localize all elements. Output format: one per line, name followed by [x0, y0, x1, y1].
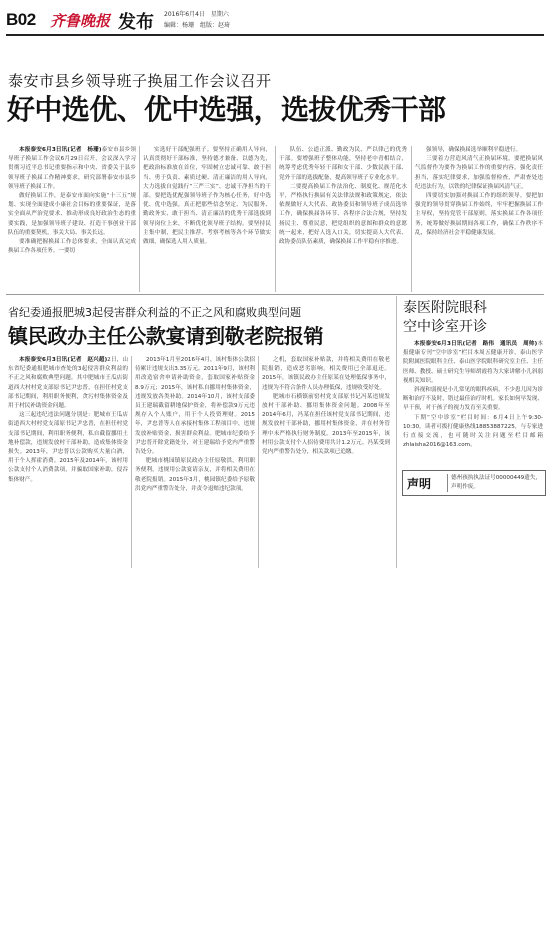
column-divider	[131, 356, 132, 568]
column-divider	[411, 146, 412, 292]
statement-text: 德州孩执执法证号00000449遗失，声明作废。	[451, 475, 542, 490]
paragraph-text: 斜视和弱视是小儿常见的眼科疾病，不少患儿因为诊断和治疗不及时，错过最佳治疗时机。家长如何早发现、早干预，对于孩子的视力发育至关重要。	[403, 387, 543, 412]
story3-headline-line1: 泰医附院眼科	[403, 300, 487, 316]
statement-label: 声明	[407, 477, 432, 491]
column-divider	[396, 296, 397, 568]
paragraph-text: 要准确把握换届工作总体要求，全面认真完成换届工作各项任务。一要切	[8, 239, 136, 255]
paragraph	[415, 155, 543, 192]
paragraph	[415, 192, 543, 238]
paragraph-text: 下期“空中诊室”栏目时间：6月4日上午9:30-10:30，读者可拨打健康热线18853887225，与专家进行直接交流，也可随时关注问题至栏目邮箱zhlaisha2016@163.com。	[403, 414, 543, 449]
story2-column-1	[8, 356, 128, 570]
story2-column-3	[262, 356, 390, 570]
section-title: 发布	[118, 12, 154, 33]
paragraph-text: 三要着力营造风清气正换届环境。要把换届风气监督作为要作为换届工作的重要内容，强化责任担当，落实纪律要求，加强监督检查，严肃查处违纪违法行为，以铁的纪律保证换届风清气正。	[415, 156, 543, 190]
lead-column-3	[279, 146, 407, 294]
story2-kicker: 省纪委通报肥城3起侵害群众利益的不正之风和腐败典型问题	[8, 306, 301, 319]
paragraph-text: 这三起违纪违法问题分别是：肥城市王瓜店街道西大村村党支部原书记尹忠普，在担任村党支部书记期间，利用职务便利，私自截留挪用土地补偿款，违规发放村干部补助，造成集体资金损失。2013年，尹忠普以公款购买大量白酒，用于个人挥霍消费。2015年及2014年，该村用公款支付个人消费款项，并骗取国家补助，侵吞集体财产。	[8, 412, 128, 483]
paragraph	[403, 414, 543, 451]
byline: 本报泰安6月3日讯(记者 杨珊)	[19, 147, 102, 153]
paragraph	[279, 183, 407, 247]
paragraph-text: 肥城市石横镇前窑村党支部原书记冯某违规发放村干部补助、挪用集体资金问题。2008年至2014年6月，冯某在担任该村党支部书记期间，违规发放村干部补助，挪用村集体资金，并在村务管理中未严格执行财务制度。2013年至2015年，该村用公款支付个人招待费用共计1.2万元。冯某受到党内严重警告处分，相关款项已追缴。	[262, 393, 390, 456]
lead-column-2	[143, 146, 271, 294]
byline: 本报泰安6月3日讯(记者 赵兴超)	[19, 357, 108, 363]
page-number: B02	[6, 10, 36, 29]
paragraph	[262, 356, 390, 393]
paragraph-text: 四要切实加强对换届工作的组织领导。要把加强党的领导贯穿换届工作始终，牢牢把握换届工作主导权，坚持党管干部原则，落实换届工作各项任务，统筹做好换届期间各项工作，确保工作秩序不乱，保持经济社会平稳健康发展。	[415, 193, 543, 236]
paragraph	[8, 192, 136, 238]
column-divider	[275, 146, 276, 292]
paragraph	[262, 393, 390, 457]
issue-date: 2016年6月4日 星期六	[164, 11, 229, 18]
paragraph	[143, 146, 271, 247]
lead-headline: 好中选优、优中选强，选拔优秀干部	[7, 93, 446, 126]
paragraph-text: 2日，山东省纪委通报肥城市查处的3起侵害群众利益的不正之风和腐败典型问题。其中肥城市王瓜店街道西大村村党支部原书记尹忠普，在担任村党支部书记期间，利用职务便利，贪污村集体资金及用于村民补助资金问题。	[8, 357, 128, 410]
section-rule	[6, 294, 544, 295]
paragraph	[8, 411, 128, 485]
paragraph-text: 二要提高换届工作法治化、制度化、规范化水平，严格执行换届有关法律法规和政策规定，依法依规做好人大代表、政协委员和领导班子成员选举工作，确保换届各环节、各程序合法合规，坚持发扬民主、尊重民意，把党组织的意图和群众的意愿统一起来，把好人选入口关，切实提高人大代表、政协委员队伍素质，确保换届工作平稳有序推进。	[279, 183, 407, 246]
story3-headline-line2: 空中诊室开诊	[403, 319, 487, 335]
paragraph-text: 做好换届工作，是泰安市面向实施“十三五”规划、实现全面建成小康社会目标的重要保证，是落实全面从严治党要求、推动形成良好政治生态的重要实践，是加强领导班子建设、打造干事创业干部队伍的重要契机，事关大局、事关长远。	[8, 193, 136, 236]
editor-credits: 编辑：杨珊 组版：赵琦	[164, 22, 231, 29]
paragraph-text: 肥城市桃园镇原民政办主任原敬洪，利用职务便利，违规用公款宴请亲友，并将相关费用在敬老院报销。2015年3月，桃园镇纪委给予原敬洪党内严重警告处分，并责令退赔违纪款项。	[135, 458, 255, 492]
paragraph	[403, 386, 543, 414]
statement-divider	[447, 474, 448, 492]
paragraph	[8, 356, 128, 411]
paragraph-text: 2013年1月至2016年4月，该村集体公款招待累计违规支出3.35万元。2011年9月，该村利用改造宿舍申请补助资金，套取国家补贴资金8.9万元；2015年，该村私自挪用村集体资金，违规发放各类补助。2014年10月，该村支部委员王建瑞截留耕地保护资金，将补偿款9万元违规存入个人账户，用于个人投资理财。2015年，尹忠普等人在承接村集体工程项目中，违规发放补贴资金，损害群众利益。肥城市纪委给予尹忠普开除党籍处分，对王建瑞给予党内严重警告处分。	[135, 357, 255, 456]
lead-column-1	[8, 146, 136, 294]
paragraph-text: 实选好干部配强班子。要坚持正确用人导向，认真贯彻好干部标准，坚持德才兼备、以德为先，把政治标准放在首位，牢固树立忠诚可靠、敢于担当、勇于负责、素质过硬、清正廉洁的用人导向，大力选拔自觉践行“三严三实”、忠诚干净担当的干部。要把选优配强领导班子作为核心任务，好中选优、优中选强，真正把那些信念坚定、为民服务、勤政务实、敢于担当、清正廉洁的优秀干部选拔到领导岗位上来，不断优化领导班子结构。要坚持民主集中制，把民主推荐、考察考核等各个环节做实做细，确保选人用人质量。	[143, 147, 271, 246]
column-divider	[139, 146, 140, 292]
paragraph-text: 本报健康专刊“空中诊室”栏目本周五健康开诊，泰山医学院附属医院眼科主任、泰山医学院眼科研究室主任、主任医师、教授、硕士研究生导师胡霞将为大家讲解小儿斜弱视相关知识。	[403, 341, 543, 384]
paragraph-text: 强领导，确保换届选举顺利平稳进行。	[426, 147, 522, 153]
paragraph	[403, 340, 543, 386]
paragraph-text: 之机，套取国家补贴款，并将相关费用在敬老院报销，造成恶劣影响。相关费用已全部退还。2015年，该镇民政办主任原某在处理低保事务中，违规为不符合条件人员办理低保，违规收受好处。	[262, 357, 390, 391]
masthead	[6, 6, 544, 34]
column-divider	[258, 356, 259, 568]
story3-column	[403, 340, 543, 466]
lead-column-4	[415, 146, 543, 294]
paragraph	[8, 146, 136, 192]
story2-headline: 镇民政办主任公款宴请到敬老院报销	[8, 324, 324, 348]
paragraph	[415, 146, 543, 155]
lead-kicker: 泰安市县乡领导班子换届工作会议召开	[8, 72, 272, 90]
paragraph	[279, 146, 407, 183]
paragraph-text: 队伍、公道正派、勤政为民、严以律己的优秀干部。要增强班子整体功能，坚持老中青相结合，统筹考虑优秀年轻干部和女干部、少数民族干部、党外干部的选拔配备，提高领导班子专业化水平。	[279, 147, 407, 181]
story2-column-2	[135, 356, 255, 570]
paper-logo: 齐鲁晚报	[50, 12, 111, 30]
byline: 本报泰安6月3日讯(记者 路伟 通讯员 周帅)	[414, 341, 538, 347]
header-rule	[6, 34, 544, 36]
paragraph	[135, 356, 255, 457]
paragraph-text: 泰安市县乡领导班子换届工作会议6月29日召开，会议深入学习贯彻习近平总书记重要指示和中央、省委关于县乡领导班子换届工作精神要求，研究部署泰安市县乡领导班子换届工作。	[8, 147, 136, 190]
paragraph	[135, 457, 255, 494]
paragraph	[8, 238, 136, 256]
statement-box	[402, 470, 546, 496]
